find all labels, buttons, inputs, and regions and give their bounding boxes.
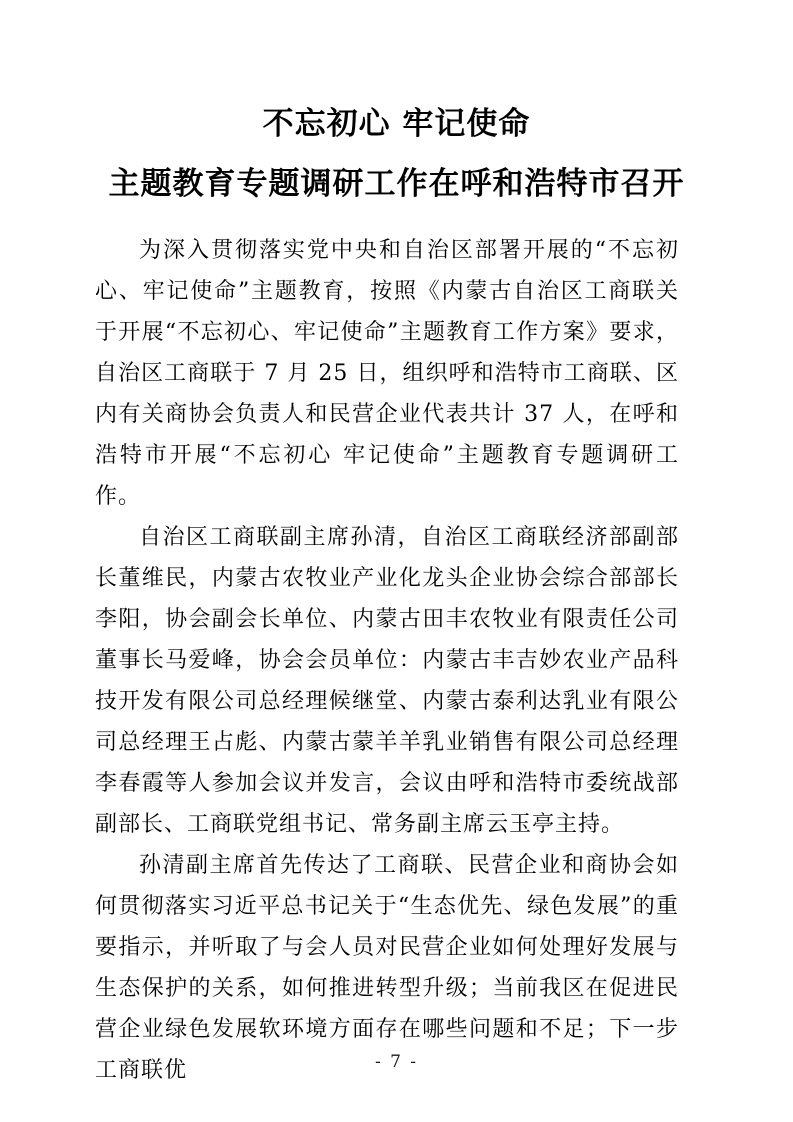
page-number: - 7 - [374,1052,419,1072]
paragraph-1: 为深入贯彻落实党中央和自治区部署开展的“不忘初心、牢记使命”主题教育，按照《内蒙古自治区工商联关于开展“不忘初心、牢记使命”主题教育工作方案》要求，自治区工商联于 7 月 25 日，组织呼和浩特市工商联、区内有关商协会负责人和民营企业代表共计 37 人，在呼和浩特市开展“不忘初心 牢记使命”主题教育专题调研工作。 [95,238,679,509]
paragraph-3: 孙清副主席首先传达了工商联、民营企业和商协会如何贯彻落实习近平总书记关于“生态优先、绿色发展”的重要指示，并听取了与会人员对民营企业如何处理好发展与生态保护的关系，如何推进转型升级；当前我区在促进民营企业绿色发展软环境方面存在哪些问题和不足；下一步工商联优 [95,853,679,1083]
document-body [95,230,679,1091]
document-title-line-1: 不忘初心 牢记使命 [262,106,531,142]
document-title [0,0,793,203]
paragraph-2: 自治区工商联副主席孙清，自治区工商联经济部副部长董维民，内蒙古农牧业产业化龙头企业协会综合部部长李阳，协会副会长单位、内蒙古田丰农牧业有限责任公司董事长马爱峰，协会会员单位：内蒙古丰吉妙农业产品科技开发有限公司总经理候继堂、内蒙古泰利达乳业有限公司总经理王占彪、内蒙古蒙羊羊乳业销售有限公司总经理李春霞等人参加会议并发言，会议由呼和浩特市委统战部副部长、工商联党组书记、常务副主席云玉亭主持。 [95,525,679,837]
page-footer [0,1052,793,1072]
document-title-line-2: 主题教育专题调研工作在呼和浩特市召开 [108,166,685,202]
